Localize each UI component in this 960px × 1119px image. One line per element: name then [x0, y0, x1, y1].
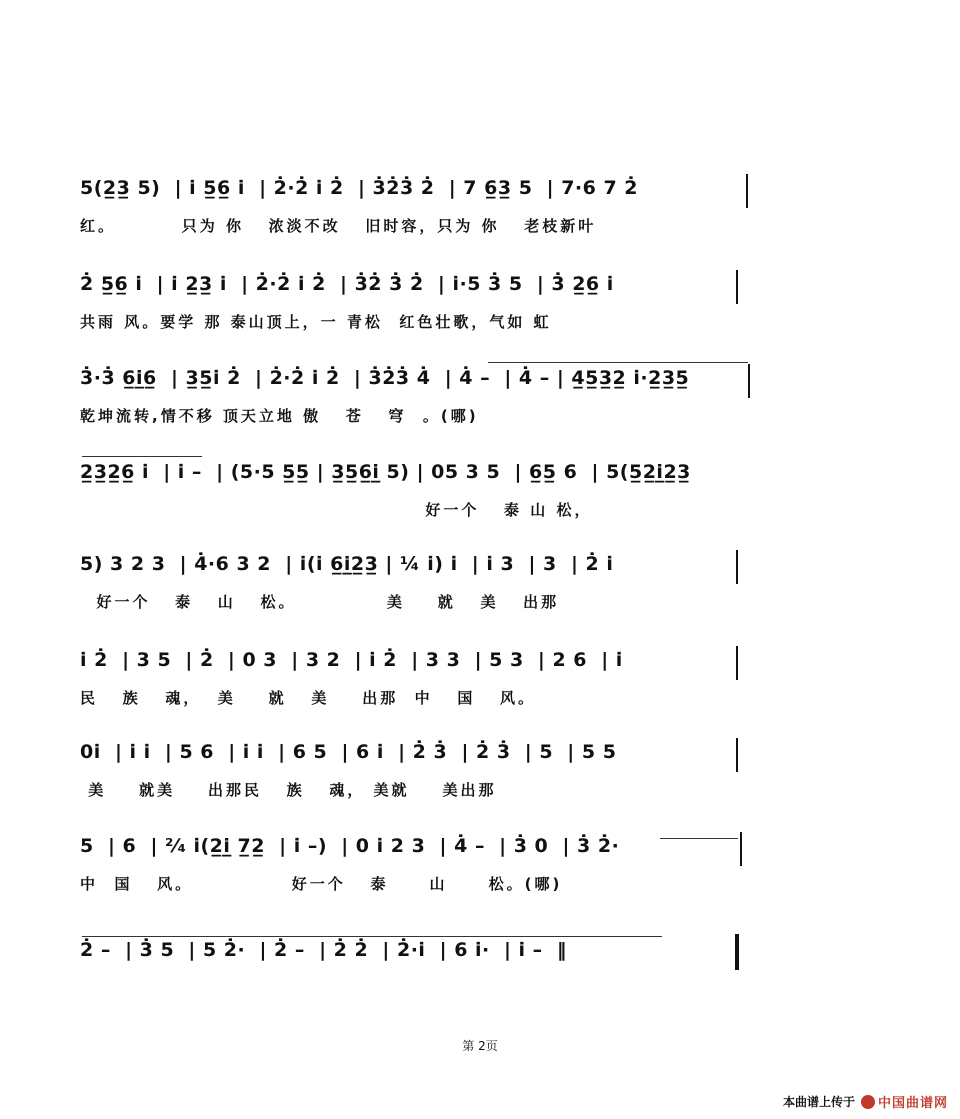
- lyrics-line: 红。 只为 你 浓淡不改 旧时容，只为 你 老枝新叶: [80, 217, 597, 235]
- lyrics-line: 乾坤流转,情不移 顶天立地 傲 苍 穹 。(哪): [80, 407, 479, 425]
- site-name: 中国曲谱网: [877, 1096, 948, 1111]
- lyrics-line: 好一个 泰 山 松，: [80, 501, 593, 519]
- notation-line: 0i̇ | i̇ i̇ | 5 6 | i̇ i̇ | 6 5 | 6 i̇ | 2̇ 3̇ | 2̇ 3̇ | 5 | 5 5: [80, 741, 617, 763]
- upload-credit: [783, 1092, 948, 1111]
- barline: [736, 270, 738, 304]
- barline: [740, 832, 742, 866]
- upload-text: 本曲谱上传于: [782, 1095, 855, 1109]
- barline: [736, 738, 738, 772]
- barline: [746, 174, 748, 208]
- barline: [736, 550, 738, 584]
- lyrics-line: 中 国 风。 好一个 泰 山 松。(哪): [80, 875, 563, 893]
- final-barline: [735, 934, 739, 970]
- page-number: 第 2页: [462, 1039, 498, 1053]
- lyrics-line: 美 就美 出那民 族 魂， 美就 美出那: [80, 781, 497, 799]
- lyrics-line: 民 族 魂， 美 就 美 出那 中 国 风。: [80, 689, 536, 707]
- lyrics-line: 好一个 泰 山 松。 美 就 美 出那: [80, 593, 560, 611]
- notation-line: 5(2̲3̲ 5) | i̇ 5̲6̲ i̇ | 2̇·2̇ i̇ 2̇ | 3̇2̇3̇ 2̇ | 7 6̲3̲ 5 | 7·6 7 2̇: [80, 177, 639, 199]
- notation-line: i̇ 2̇ | 3 5 | 2̇ | 0 3 | 3 2 | i̇ 2̇ | 3 3 | 5 3 | 2 6 | i̇: [80, 649, 623, 671]
- logo-icon: [861, 1095, 875, 1109]
- lyrics-line: 共雨 风。要学 那 泰山顶上，一 青松 红色壮歌，气如 虹: [80, 313, 552, 331]
- site-logo: [861, 1092, 948, 1111]
- barline: [736, 646, 738, 680]
- notation-line: 3̇·3̇ 6̲i̲6̲ | 3̲5̲i̇ 2̇ | 2̇·2̇ i̇ 2̇ | 3̇2̇3̇ 4̇ | 4̇ – | 4̇ – | 4̲5̲3̲2̲ i̇·2̲3̲5̲: [80, 367, 690, 389]
- notation-line: 5) 3 2 3 | 4̇·6 3 2 | i̇(i̇ 6̲i̲2̲3̲ | ¼ i̇) i̇ | i̇ 3 | 3 | 2̇ i̇: [80, 553, 614, 575]
- notation-line: 2̇ – | 3̇ 5 | 5 2̇· | 2̇ – | 2̇ 2̇ | 2̇·i̇ | 6 i̇· | i̇ – ‖: [80, 939, 567, 961]
- barline: [748, 364, 750, 398]
- notation-line: 5 | 6 | ²⁄₄ i̇(2̲i̲ 7̲2̲ | i̇ –) | 0 i̇ 2 3 | 4̇ – | 3̇ 0 | 3̇ 2̇·: [80, 835, 620, 857]
- notation-line: 2̲3̲2̲6̲ i̇ | i̇ – | (5·5 5̲5̲ | 3̲5̲6̲i̲ 5) | 05 3 5 | 6̲5̲ 6 | 5(5̲2̲i̲2̲3̲: [80, 461, 691, 483]
- notation-line: 2̇ 5̲6̲ i̇ | i̇ 2̲3̲ i̇ | 2̇·2̇ i̇ 2̇ | 3̇2̇ 3̇ 2̇ | i̇·5 3̇ 5 | 3̇ 2̲6̲ i̇: [80, 273, 614, 295]
